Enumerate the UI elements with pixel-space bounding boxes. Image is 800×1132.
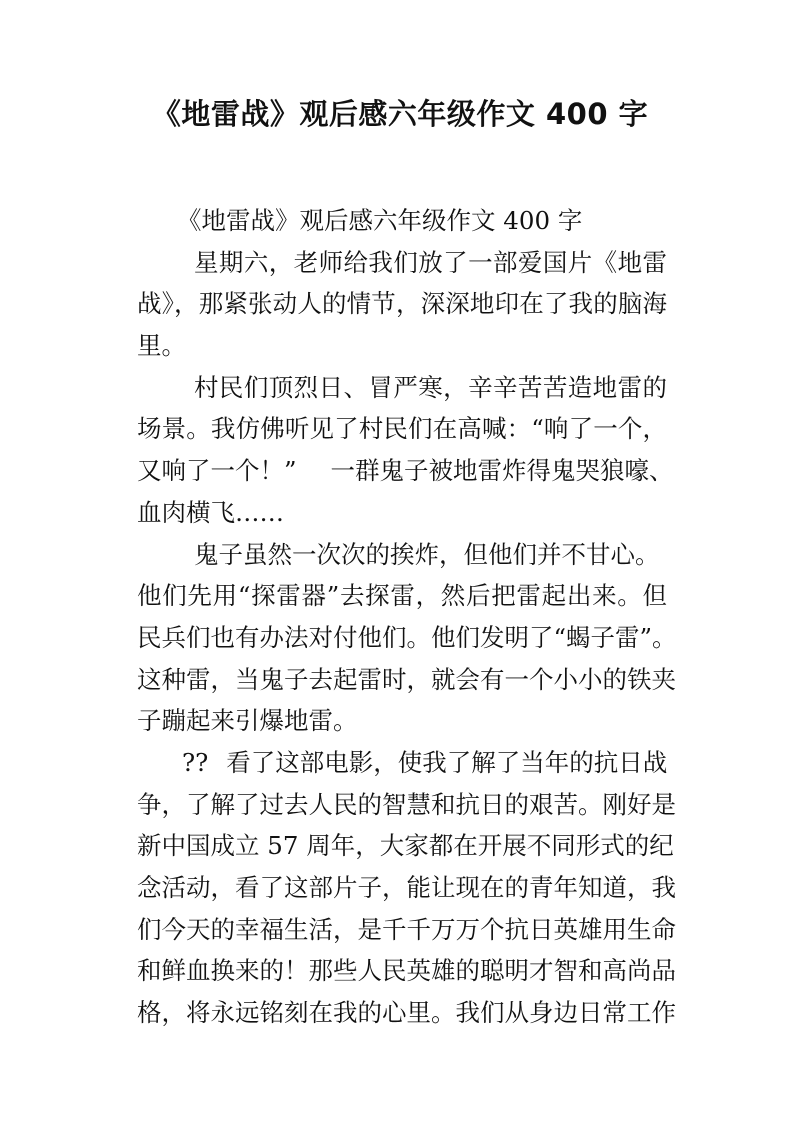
quote-fragment: 又响了一个！” [137, 456, 297, 486]
paragraph-2-line-3-rest: 一群鬼子被地雷炸得鬼哭狼嚎、 [330, 456, 674, 486]
paragraph-1-line-2: 战》，那紧张动人的情节，深深地印在了我的脑海 [137, 289, 667, 319]
unknown-glyph-marker: ?? [182, 747, 209, 777]
paragraph-4-line-6: 和鲜血换来的！那些人民英雄的聪明才智和高尚品 [137, 956, 676, 986]
paragraph-2-line-2: 场景。我仿佛听见了村民们在高喊：“响了一个， [137, 414, 667, 444]
article-subtitle-line: 《地雷战》观后感六年级作文 400 字 [177, 206, 583, 235]
article-body [137, 200, 677, 1034]
paragraph-3-line-1: 鬼子虽然一次次的挨炸，但他们并不甘心。 [194, 539, 660, 569]
paragraph-4-line-1 [137, 742, 667, 784]
document-title: 《地雷战》观后感六年级作文 400 字 [151, 97, 649, 131]
paragraph-4-line-2: 争，了解了过去人民的智慧和抗日的艰苦。刚好是 [137, 789, 676, 819]
paragraph-4-line-5: 们今天的幸福生活，是千千万万个抗日英雄用生命 [137, 914, 676, 944]
paragraph-2-line-4: 血肉横飞…… [137, 497, 284, 527]
paragraph-4-line-1-text: 看了这部电影，使我了解了当年的抗日战 [226, 747, 668, 777]
paragraph-3-line-4: 这种雷，当鬼子去起雷时，就会有一个小小的铁夹 [137, 664, 676, 694]
paragraph-2-line-3 [137, 450, 674, 492]
paragraph-4-line-7: 格，将永远铭刻在我的心里。我们从身边日常工作 [137, 998, 676, 1028]
paragraph-4-line-4: 念活动，看了这部片子，能让现在的青年知道，我 [137, 873, 676, 902]
paragraph-3-line-3: 民兵们也有办法对付他们。他们发明了“蝎子雷”。 [137, 622, 677, 652]
paragraph-3-line-2: 他们先用“探雷器”去探雷，然后把雷起出来。但 [137, 581, 667, 611]
paragraph-3-line-5: 子蹦起来引爆地雷。 [137, 706, 358, 736]
paragraph-1-line-1: 星期六，老师给我们放了一部爱国片《地雷 [194, 247, 667, 277]
paragraph-1-line-3: 里。 [137, 331, 186, 361]
paragraph-2-line-1: 村民们顶烈日、冒严寒，辛辛苦苦造地雷的 [194, 372, 667, 402]
paragraph-4-line-3: 新中国成立 57 周年，大家都在开展不同形式的纪 [137, 831, 674, 861]
